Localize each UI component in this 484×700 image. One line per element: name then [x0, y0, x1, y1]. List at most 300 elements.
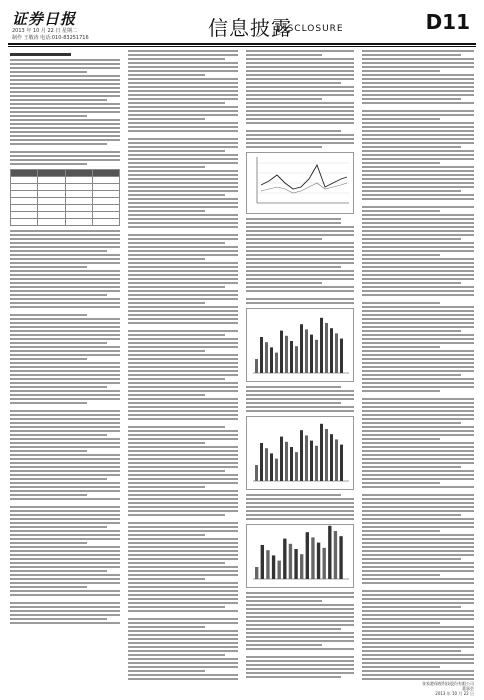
- text-line: [10, 518, 120, 520]
- text-line: [128, 430, 238, 432]
- section-heading: [10, 53, 71, 56]
- text-line: [10, 87, 120, 89]
- text-line: [128, 590, 238, 592]
- text-line: [10, 450, 87, 452]
- text-line: [362, 550, 474, 552]
- text-line: [10, 434, 107, 436]
- text-line: [10, 402, 87, 404]
- chart-bar: [306, 532, 309, 579]
- text-column-2: [128, 50, 238, 680]
- text-line: [128, 458, 238, 460]
- text-line: [10, 366, 120, 368]
- text-line: [128, 450, 238, 452]
- text-line: [128, 282, 238, 284]
- text-line: [362, 418, 474, 420]
- masthead: [8, 6, 476, 46]
- chart-bar: [272, 555, 275, 579]
- chart-bar: [320, 424, 323, 481]
- text-line: [128, 526, 238, 528]
- text-line: [128, 214, 238, 216]
- text-line: [362, 494, 474, 496]
- chart-bar: [255, 465, 258, 481]
- text-line: [128, 222, 238, 224]
- chart-bar: [330, 328, 333, 373]
- text-line: [362, 410, 474, 412]
- text-line: [128, 582, 238, 584]
- text-line: [10, 526, 107, 528]
- text-line: [246, 672, 354, 674]
- text-line: [128, 386, 238, 388]
- text-line: [362, 618, 474, 620]
- text-line: [128, 158, 238, 160]
- chart-bar: [340, 445, 343, 481]
- text-line: [246, 660, 354, 662]
- text-line: [128, 466, 238, 468]
- text-line: [128, 122, 238, 124]
- chart-bar: [255, 567, 258, 579]
- text-line: [362, 650, 461, 652]
- text-line: [246, 238, 322, 240]
- text-line: [246, 604, 354, 606]
- text-line: [128, 378, 225, 380]
- text-line: [246, 102, 354, 104]
- text-line: [128, 354, 238, 356]
- text-line: [362, 218, 474, 220]
- text-line: [128, 434, 238, 436]
- text-line: [362, 206, 474, 208]
- text-line: [128, 258, 205, 260]
- text-line: [362, 174, 474, 176]
- text-line: [128, 418, 238, 420]
- text-line: [362, 674, 474, 676]
- text-line: [10, 394, 120, 396]
- text-line: [10, 410, 120, 412]
- text-line: [128, 474, 238, 476]
- text-line: [10, 386, 107, 388]
- text-line: [362, 346, 440, 348]
- issue-date: 2013 年 10 月 22 日 星期二: [12, 28, 77, 34]
- text-line: [362, 70, 440, 72]
- text-line: [246, 274, 354, 276]
- chart-bar: [285, 442, 288, 481]
- text-line: [362, 562, 474, 564]
- text-line: [10, 586, 87, 588]
- text-line: [10, 306, 120, 308]
- text-line: [128, 666, 238, 668]
- text-line: [246, 668, 354, 670]
- text-line: [362, 570, 474, 572]
- chart-bar: [290, 447, 293, 481]
- text-line: [128, 142, 238, 144]
- text-line: [128, 382, 238, 384]
- text-line: [362, 546, 474, 548]
- chart-bar: [285, 336, 288, 373]
- text-line: [128, 178, 238, 180]
- text-line: [10, 362, 120, 364]
- text-line: [246, 262, 354, 264]
- text-line: [10, 590, 120, 592]
- text-line: [246, 518, 354, 520]
- text-line: [246, 676, 341, 678]
- text-line: [10, 234, 120, 236]
- text-line: [128, 102, 225, 104]
- chart-bar: [275, 353, 278, 373]
- chart-bar: [275, 459, 278, 481]
- text-line: [362, 646, 474, 648]
- text-line: [362, 530, 440, 532]
- text-line: [362, 430, 474, 432]
- text-line: [362, 54, 461, 56]
- text-line: [362, 102, 474, 104]
- text-line: [128, 486, 205, 488]
- text-line: [10, 418, 120, 420]
- text-line: [362, 134, 474, 136]
- text-line: [362, 514, 461, 516]
- chart-bar: [260, 337, 263, 373]
- text-line: [128, 274, 238, 276]
- text-line: [362, 322, 474, 324]
- text-line: [10, 326, 120, 328]
- text-line: [128, 74, 205, 76]
- text-line: [246, 98, 322, 100]
- text-line: [362, 614, 474, 616]
- text-line: [246, 230, 354, 232]
- text-line: [362, 62, 474, 64]
- text-line: [362, 130, 474, 132]
- text-line: [362, 450, 474, 452]
- text-line: [128, 298, 238, 300]
- body-text-block: [10, 59, 120, 165]
- text-line: [10, 159, 120, 161]
- chart-bar: [278, 561, 281, 579]
- text-line: [362, 406, 474, 408]
- chart-bar: [300, 430, 303, 481]
- text-line: [128, 550, 238, 552]
- text-line: [10, 554, 120, 556]
- text-line: [10, 238, 120, 240]
- text-line: [246, 82, 341, 84]
- body-text-block: [246, 498, 354, 520]
- text-line: [128, 442, 205, 444]
- text-line: [128, 226, 238, 228]
- text-line: [10, 75, 120, 77]
- header-rule-thin: [8, 46, 476, 47]
- text-line: [128, 498, 238, 500]
- text-line: [128, 530, 238, 532]
- text-line: [128, 114, 238, 116]
- text-line: [128, 402, 238, 404]
- chart-bar: [310, 441, 313, 481]
- text-line: [246, 636, 354, 638]
- text-line: [128, 510, 238, 512]
- line-chart: [247, 153, 353, 211]
- chart-bar: [300, 324, 303, 373]
- text-line: [128, 310, 238, 312]
- text-line: [246, 222, 341, 224]
- text-line: [362, 86, 474, 88]
- text-line: [246, 596, 354, 598]
- text-line: [362, 122, 474, 124]
- chart-bar: [334, 531, 337, 579]
- text-line: [246, 258, 354, 260]
- text-line: [10, 430, 120, 432]
- text-line: [128, 218, 238, 220]
- text-line: [362, 154, 474, 156]
- bar-chart-figure: [246, 524, 354, 588]
- text-line: [128, 374, 238, 376]
- text-line: [128, 174, 238, 176]
- text-line: [362, 486, 474, 488]
- text-line: [362, 566, 474, 568]
- chart-bar: [310, 335, 313, 373]
- text-line: [10, 494, 87, 496]
- text-line: [246, 78, 354, 80]
- text-line: [362, 502, 474, 504]
- text-line: [362, 506, 474, 508]
- text-line: [128, 290, 238, 292]
- text-line: [362, 74, 474, 76]
- text-line: [128, 314, 238, 316]
- text-line: [128, 506, 238, 508]
- figure-caption-line: [246, 218, 341, 220]
- text-line: [246, 106, 354, 108]
- text-line: [246, 592, 354, 594]
- text-line: [362, 662, 474, 664]
- text-line: [10, 482, 120, 484]
- text-line: [246, 290, 354, 292]
- chart-bar: [295, 452, 298, 481]
- text-line: [362, 258, 474, 260]
- text-line: [362, 110, 474, 112]
- text-line: [362, 582, 474, 584]
- text-line: [362, 458, 474, 460]
- text-line: [128, 406, 238, 408]
- bar-chart-figure: [246, 308, 354, 382]
- text-line: [362, 138, 474, 140]
- text-line: [362, 186, 474, 188]
- text-line: [362, 414, 474, 416]
- chart-bar: [280, 331, 283, 373]
- text-line: [10, 558, 120, 560]
- text-line: [10, 538, 120, 540]
- text-line: [10, 262, 120, 264]
- chart-bar: [260, 443, 263, 481]
- text-line: [362, 170, 474, 172]
- text-line: [362, 146, 461, 148]
- text-line: [362, 286, 474, 288]
- text-line: [128, 70, 238, 72]
- text-line: [362, 262, 474, 264]
- text-line: [362, 446, 474, 448]
- text-line: [128, 338, 238, 340]
- chart-bar: [270, 347, 273, 373]
- text-line: [362, 118, 440, 120]
- text-line: [246, 514, 354, 516]
- body-text-block: [10, 230, 120, 624]
- text-line: [362, 634, 474, 636]
- signature-date: 2013 年 10 月 22 日: [435, 691, 474, 696]
- text-line: [10, 606, 120, 608]
- text-line: [128, 554, 238, 556]
- text-line: [128, 66, 238, 68]
- text-line: [362, 626, 474, 628]
- text-line: [362, 370, 474, 372]
- figure-column: [246, 50, 354, 680]
- text-line: [10, 282, 120, 284]
- text-line: [362, 522, 474, 524]
- text-line: [362, 574, 440, 576]
- text-line: [10, 550, 120, 552]
- text-line: [128, 602, 238, 604]
- chart-bar: [283, 539, 286, 579]
- text-line: [128, 306, 238, 308]
- text-line: [362, 230, 474, 232]
- chart-bar: [270, 453, 273, 481]
- text-line: [10, 258, 120, 260]
- text-line: [246, 58, 354, 60]
- text-line: [362, 250, 474, 252]
- page-number: D11: [425, 10, 470, 34]
- text-line: [128, 150, 225, 152]
- text-line: [246, 410, 354, 412]
- text-line: [10, 290, 120, 292]
- text-line: [128, 642, 238, 644]
- text-line: [128, 130, 238, 132]
- text-line: [128, 98, 238, 100]
- text-line: [10, 498, 120, 500]
- text-line: [246, 94, 354, 96]
- text-line: [128, 262, 238, 264]
- text-line: [128, 318, 238, 320]
- text-line: [362, 266, 474, 268]
- chart-bar: [305, 329, 308, 373]
- text-line: [246, 110, 354, 112]
- text-line: [10, 522, 120, 524]
- text-line: [362, 302, 440, 304]
- text-line: [128, 342, 238, 344]
- text-line: [128, 454, 238, 456]
- chart-bar: [311, 537, 314, 579]
- text-line: [128, 138, 238, 140]
- text-line: [128, 118, 205, 120]
- text-line: [10, 546, 120, 548]
- figure-caption-line: [246, 386, 341, 388]
- text-line: [246, 664, 354, 666]
- bar-chart: [247, 525, 353, 585]
- text-line: [362, 478, 474, 480]
- chart-bar: [266, 550, 269, 579]
- text-line: [362, 178, 474, 180]
- text-line: [362, 542, 474, 544]
- text-line: [10, 151, 120, 153]
- text-line: [128, 334, 225, 336]
- text-line: [10, 274, 120, 276]
- chart-bar: [339, 536, 342, 579]
- text-line: [10, 115, 87, 117]
- text-line: [128, 650, 238, 652]
- text-line: [10, 610, 120, 612]
- text-line: [246, 130, 341, 132]
- text-line: [362, 678, 474, 680]
- text-line: [362, 334, 474, 336]
- text-line: [246, 402, 341, 404]
- text-line: [362, 342, 474, 344]
- issue-meta: [12, 28, 89, 42]
- text-line: [10, 534, 120, 536]
- text-line: [128, 438, 238, 440]
- text-line: [362, 382, 474, 384]
- text-line: [246, 282, 322, 284]
- text-line: [128, 414, 238, 416]
- chart-bar: [295, 346, 298, 373]
- text-line: [246, 390, 354, 392]
- text-line: [128, 110, 238, 112]
- text-line: [10, 370, 120, 372]
- text-line: [362, 78, 474, 80]
- text-line: [10, 127, 120, 129]
- text-line: [10, 470, 120, 472]
- text-line: [362, 82, 474, 84]
- text-line: [128, 534, 205, 536]
- text-line: [362, 238, 461, 240]
- text-line: [246, 278, 354, 280]
- text-line: [10, 466, 120, 468]
- text-line: [128, 370, 238, 372]
- text-line: [128, 186, 238, 188]
- text-line: [362, 294, 474, 296]
- text-line: [246, 246, 354, 248]
- text-line: [128, 266, 238, 268]
- text-line: [362, 630, 474, 632]
- text-line: [10, 250, 107, 252]
- section-title-english: DISCLOSURE: [276, 24, 344, 34]
- text-line: [10, 582, 120, 584]
- text-line: [10, 302, 120, 304]
- text-line: [10, 111, 120, 113]
- text-line: [246, 122, 354, 124]
- text-line: [128, 106, 238, 108]
- text-line: [362, 622, 440, 624]
- text-line: [362, 606, 461, 608]
- text-line: [128, 522, 238, 524]
- text-line: [362, 318, 474, 320]
- chart-bar: [325, 429, 328, 481]
- text-line: [10, 71, 87, 73]
- chart-bar: [261, 545, 264, 579]
- text-line: [128, 558, 238, 560]
- text-line: [10, 294, 107, 296]
- header-rule: [8, 43, 476, 45]
- text-line: [246, 50, 354, 52]
- chart-bar: [315, 446, 318, 481]
- text-line: [362, 482, 440, 484]
- text-line: [10, 486, 120, 488]
- text-line: [246, 138, 354, 140]
- text-line: [362, 378, 474, 380]
- text-line: [128, 202, 238, 204]
- text-line: [128, 246, 238, 248]
- text-line: [128, 206, 238, 208]
- text-line: [128, 546, 238, 548]
- newspaper-logo: 证券日报: [12, 10, 77, 28]
- text-line: [128, 198, 238, 200]
- text-line: [128, 94, 238, 96]
- text-line: [128, 126, 238, 128]
- text-line: [128, 286, 225, 288]
- text-line: [362, 358, 474, 360]
- text-line: [128, 78, 238, 80]
- text-line: [246, 298, 354, 300]
